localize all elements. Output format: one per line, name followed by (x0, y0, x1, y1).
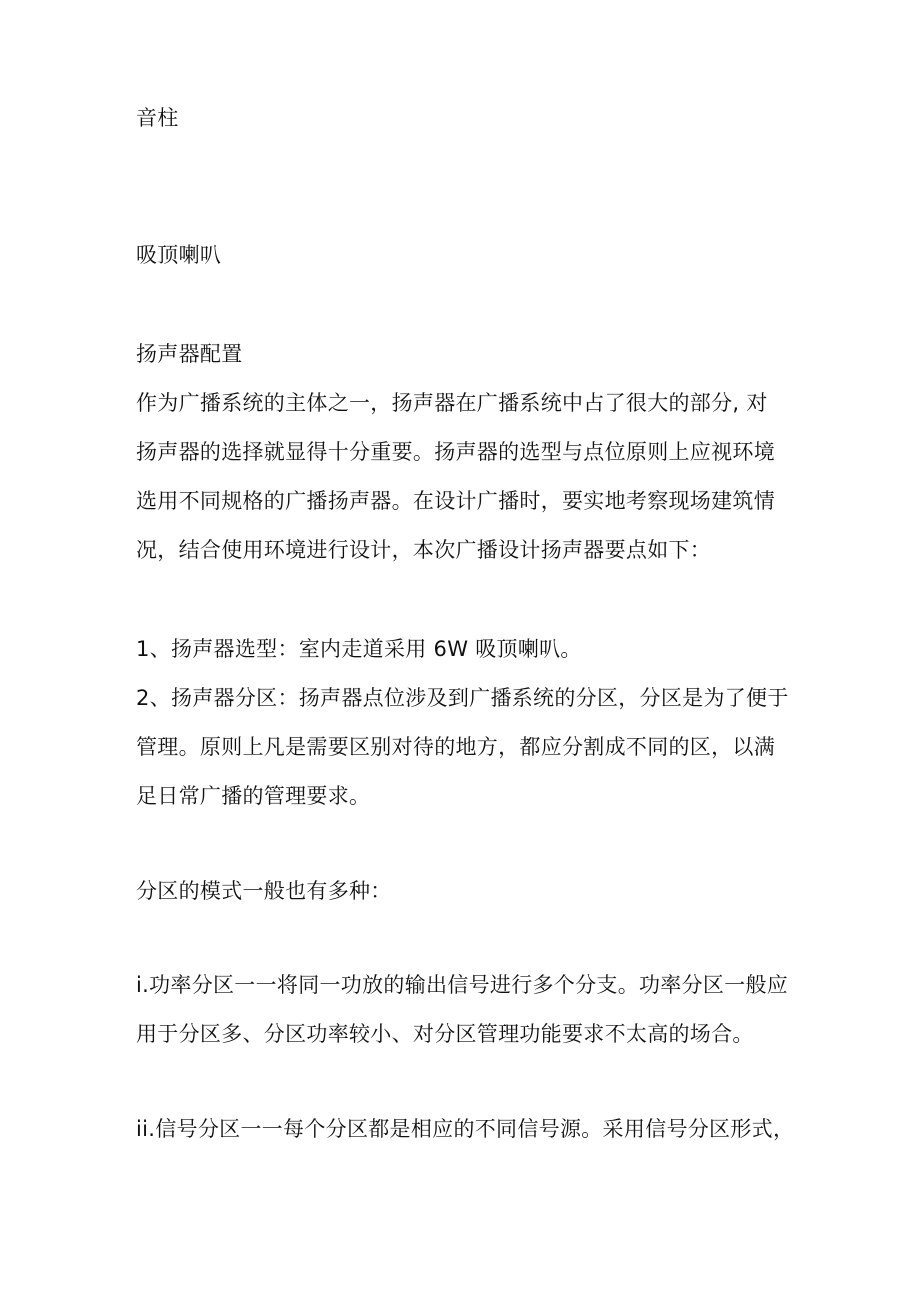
heading-ceiling-speaker: 吸顶喇叭 (136, 243, 222, 267)
point-1-line: 1、扬声器选型：室内走道采用 6W 吸顶喇叭。 (136, 637, 582, 661)
heading-speaker-config: 扬声器配置 (136, 342, 243, 366)
mode-i-line-1: i.功率分区一一将同一功放的输出信号进行多个分支。功率分区一般应 (136, 973, 789, 997)
point-2-line-1: 2、扬声器分区：扬声器点位涉及到广播系统的分区，分区是为了便于 (136, 686, 789, 710)
intro-line-4: 况，结合使用环境进行设计，本次广播设计扬声器要点如下： (136, 538, 712, 562)
intro-line-2: 扬声器的选择就显得十分重要。扬声器的选型与点位原则上应视环境 (136, 440, 775, 464)
intro-line-1: 作为广播系统的主体之一，扬声器在广播系统中占了很大的部分, 对 (136, 391, 768, 415)
point-2-line-3: 足日常广播的管理要求。 (136, 784, 371, 808)
heading-speaker-column: 音柱 (136, 106, 179, 130)
point-2-line-2: 管理。原则上凡是需要区别对待的地方，都应分割成不同的区，以满 (136, 735, 775, 759)
intro-line-3: 选用不同规格的广播扬声器。在设计广播时，要实地考察现场建筑情 (136, 489, 775, 513)
mode-i-line-2: 用于分区多、分区功率较小、对分区管理功能要求不太高的场合。 (136, 1022, 754, 1046)
zone-modes-intro: 分区的模式一般也有多种： (136, 879, 392, 903)
mode-ii-line-1: ii.信号分区一一每个分区都是相应的不同信号源。采用信号分区形式， (136, 1117, 795, 1141)
